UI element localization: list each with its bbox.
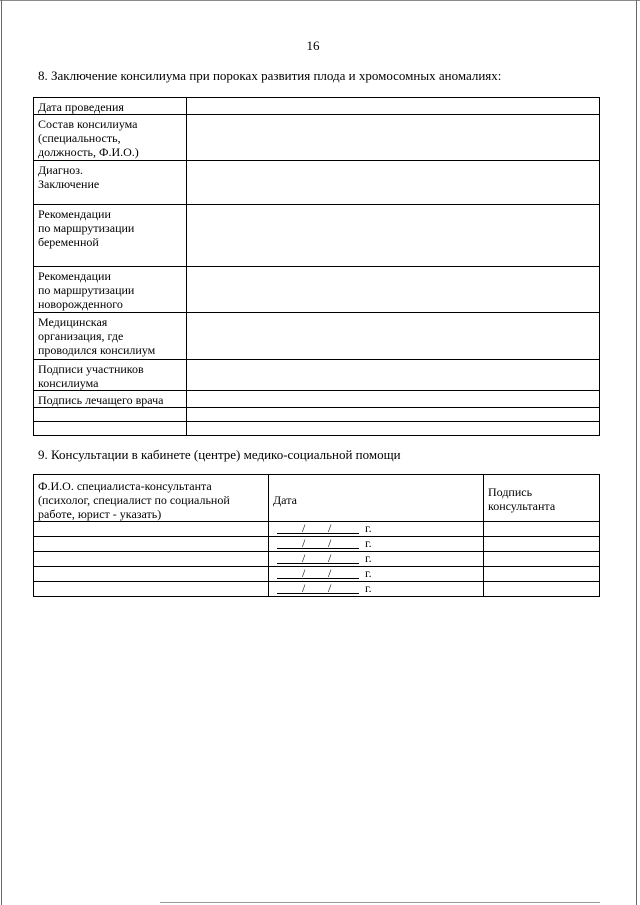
field-empty[interactable]	[187, 408, 600, 422]
row-label-date	[34, 98, 187, 115]
cell-specialist[interactable]	[34, 567, 269, 582]
row-label-line: Заключение	[38, 177, 100, 191]
date-separator: /	[302, 566, 306, 580]
header-line: Ф.И.О. специалиста-консультанта	[38, 479, 212, 493]
page-edge-left	[1, 0, 2, 905]
date-year-suffix: г.	[365, 536, 372, 550]
row-label-line: Подпись лечащего врача	[38, 393, 164, 407]
date-separator: /	[328, 536, 332, 550]
table-row	[34, 522, 600, 537]
date-separator: /	[302, 581, 306, 595]
row-label-line: (специальность,	[38, 131, 121, 145]
cell-date[interactable]	[269, 582, 484, 597]
header-line: Подпись	[488, 485, 533, 499]
field-empty[interactable]	[187, 422, 600, 436]
row-label-line: Диагноз.	[38, 163, 84, 177]
cell-specialist[interactable]	[34, 552, 269, 567]
table-row	[34, 422, 600, 436]
row-label-line: Состав консилиума	[38, 117, 138, 131]
consilium-conclusion-table	[33, 97, 600, 436]
page-number: 16	[306, 38, 320, 53]
cell-signature[interactable]	[484, 537, 600, 552]
row-label-line: беременной	[38, 235, 99, 249]
date-underline	[277, 578, 359, 579]
row-label-line: по маршрутизации	[38, 283, 135, 297]
date-year-suffix: г.	[365, 566, 372, 580]
date-separator: /	[328, 581, 332, 595]
table-row	[34, 360, 600, 391]
cell-signature[interactable]	[484, 582, 600, 597]
row-label-line: Дата проведения	[38, 100, 124, 114]
row-label-routing-pregnant	[34, 205, 187, 267]
row-label-line: Рекомендации	[38, 207, 111, 221]
field-date[interactable]	[187, 98, 600, 115]
page-edge-bottom	[160, 902, 600, 903]
row-label-composition	[34, 115, 187, 161]
table-row	[34, 408, 600, 422]
field-participant-signatures[interactable]	[187, 360, 600, 391]
date-year-suffix: г.	[365, 551, 372, 565]
cell-specialist[interactable]	[34, 522, 269, 537]
column-header-signature	[484, 475, 600, 522]
row-label-line: Подписи участников	[38, 362, 144, 376]
table-row	[34, 98, 600, 115]
date-underline	[277, 533, 359, 534]
cell-date[interactable]	[269, 522, 484, 537]
cell-signature[interactable]	[484, 522, 600, 537]
row-label-doctor-signature	[34, 391, 187, 408]
header-line: (психолог, специалист по социальной	[38, 493, 230, 507]
row-label-empty	[34, 408, 187, 422]
table-header-row	[34, 475, 600, 522]
row-label-line: проводился консилиум	[38, 343, 156, 357]
header-line: Дата	[273, 493, 297, 507]
date-separator: /	[328, 521, 332, 535]
field-routing-newborn[interactable]	[187, 267, 600, 313]
date-underline	[277, 548, 359, 549]
field-composition[interactable]	[187, 115, 600, 161]
table-row	[34, 552, 600, 567]
section-9-heading: 9. Консультации в кабинете (центре) медико-социальной помощи	[38, 447, 401, 462]
row-label-line: Медицинская	[38, 315, 108, 329]
date-separator: /	[302, 551, 306, 565]
page-edge-top	[0, 0, 640, 1]
row-label-line: должность, Ф.И.О.)	[38, 145, 139, 159]
row-label-line: новорожденного	[38, 297, 123, 311]
date-separator: /	[302, 521, 306, 535]
table-row	[34, 391, 600, 408]
cell-signature[interactable]	[484, 552, 600, 567]
cell-date[interactable]	[269, 552, 484, 567]
row-label-line: консилиума	[38, 376, 99, 390]
cell-specialist[interactable]	[34, 537, 269, 552]
row-label-routing-newborn	[34, 267, 187, 313]
field-diagnosis[interactable]	[187, 161, 600, 205]
field-medical-organization[interactable]	[187, 313, 600, 360]
date-underline	[277, 593, 359, 594]
row-label-line: организация, где	[38, 329, 124, 343]
table-row	[34, 582, 600, 597]
date-underline	[277, 563, 359, 564]
header-line: консультанта	[488, 499, 556, 513]
row-label-participant-signatures	[34, 360, 187, 391]
cell-date[interactable]	[269, 567, 484, 582]
row-label-medical-organization	[34, 313, 187, 360]
table-row	[34, 115, 600, 161]
date-year-suffix: г.	[365, 581, 372, 595]
table-row	[34, 205, 600, 267]
date-year-suffix: г.	[365, 521, 372, 535]
field-doctor-signature[interactable]	[187, 391, 600, 408]
column-header-specialist	[34, 475, 269, 522]
section-8-heading: 8. Заключение консилиума при пороках развития плода и хромосомных аномалиях:	[38, 68, 502, 83]
header-line: работе, юрист - указать)	[38, 507, 162, 521]
field-routing-pregnant[interactable]	[187, 205, 600, 267]
table-row	[34, 567, 600, 582]
row-label-line: Рекомендации	[38, 269, 111, 283]
date-separator: /	[328, 566, 332, 580]
row-label-diagnosis	[34, 161, 187, 205]
row-label-line: по маршрутизации	[38, 221, 135, 235]
date-separator: /	[302, 536, 306, 550]
row-label-empty	[34, 422, 187, 436]
table-row	[34, 537, 600, 552]
cell-specialist[interactable]	[34, 582, 269, 597]
column-header-date	[269, 475, 484, 522]
table-row	[34, 313, 600, 360]
date-separator: /	[328, 551, 332, 565]
cell-signature[interactable]	[484, 567, 600, 582]
cell-date[interactable]	[269, 537, 484, 552]
consultations-table	[33, 474, 600, 597]
page-edge-right	[636, 0, 637, 905]
table-row	[34, 267, 600, 313]
table-row	[34, 161, 600, 205]
